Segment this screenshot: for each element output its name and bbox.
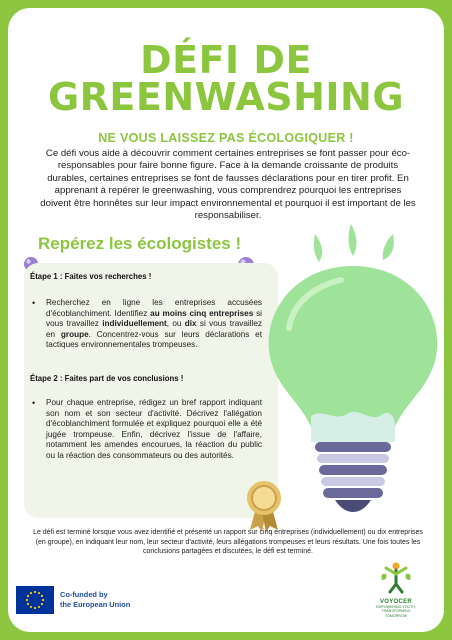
eu-star bbox=[42, 599, 44, 601]
eu-star bbox=[30, 592, 32, 594]
title-line-1: DÉFI DE bbox=[140, 38, 312, 82]
partner-tagline-1: EMPOWERING YOUTH, bbox=[376, 605, 416, 609]
step-2-title: Étape 2 : Faites part de vos conclusions ! bbox=[30, 374, 184, 383]
eu-funding-logo bbox=[16, 586, 130, 614]
eu-star bbox=[38, 606, 40, 608]
lightbulb-illustration bbox=[253, 220, 443, 520]
eu-star bbox=[41, 595, 43, 597]
eu-star bbox=[26, 599, 28, 601]
partner-tagline-2: TRANSFORMING bbox=[381, 609, 411, 614]
step-1-body: • Recherchez en ligne les entreprises accusées d'écoblanchiment. Identifiez au moins cinq entreprises si vous travaillez individuellement, ou dix si vous travaillez en groupe. Concentrez-vous sur leurs déclarations et tactiques environnementales trompeuses. bbox=[32, 298, 262, 350]
eu-star bbox=[38, 592, 40, 594]
eu-star bbox=[41, 603, 43, 605]
eu-funding-text bbox=[60, 590, 130, 610]
closing-paragraph: Le défi est terminé lorsque vous avez identifié et présenté un rapport sur cinq entreprises (individuellement) ou dix entreprises (en groupe), en indiquant leur nom, leur secteur d'activité, leurs allégations trompeuses et leurs résultats. Une fois toutes les conclusions partagées et discutées, le défi est terminé. bbox=[33, 529, 423, 556]
eu-star bbox=[34, 591, 36, 593]
eu-star bbox=[27, 603, 29, 605]
subtitle: NE VOUS LAISSEZ PAS ÉCOLOGIQUER ! bbox=[98, 131, 354, 145]
bullet: • bbox=[32, 298, 36, 308]
eu-star bbox=[27, 595, 29, 597]
eu-line-2: the European Union bbox=[60, 600, 131, 609]
section-title: Repérez les écologistes ! bbox=[38, 234, 242, 253]
partner-tagline-3: TOMORROW bbox=[384, 613, 408, 618]
intro-paragraph: Ce défi vous aide à découvrir comment certaines entreprises se font passer pour éco-responsables pour faire bonne figure. Face à la demande croissante de produits durables, certaines entreprises se font de fausses déclarations pour en tirer profit. En apprenant à repérer le greenwashing, vous comprendrez pourquoi les entreprises doivent être honnêtes sur leur impact environnemental et pourquoi il est important de les responsabiliser. bbox=[40, 148, 416, 222]
partner-name: VOYOCER bbox=[379, 599, 413, 605]
challenge-card bbox=[8, 8, 444, 632]
step-2-body: • Pour chaque entreprise, rédigez un bref rapport indiquant son nom et son secteur d'activité. Décrivez l'allégation d'écoblanchiment formulée et expliquez pourquoi elle a été jugée trompeuse. Enfin, décrivez l'issue de l'affaire, notamment les amendes encourues, la réaction du public ou la réaction des consommateurs ou des autorités. bbox=[32, 398, 262, 460]
eu-star bbox=[30, 606, 32, 608]
voyocer-logo bbox=[366, 560, 426, 622]
bullet: • bbox=[32, 398, 36, 408]
step-1-title: Étape 1 : Faites vos recherches ! bbox=[30, 272, 152, 281]
eu-star bbox=[34, 607, 36, 609]
voyocer-logo-icon bbox=[378, 560, 414, 594]
eu-flag-icon bbox=[16, 586, 54, 614]
title-line-2: GREENWASHING bbox=[47, 75, 405, 119]
gold-medal-icon bbox=[244, 478, 284, 534]
eu-line-1: Co-funded by bbox=[60, 590, 108, 599]
